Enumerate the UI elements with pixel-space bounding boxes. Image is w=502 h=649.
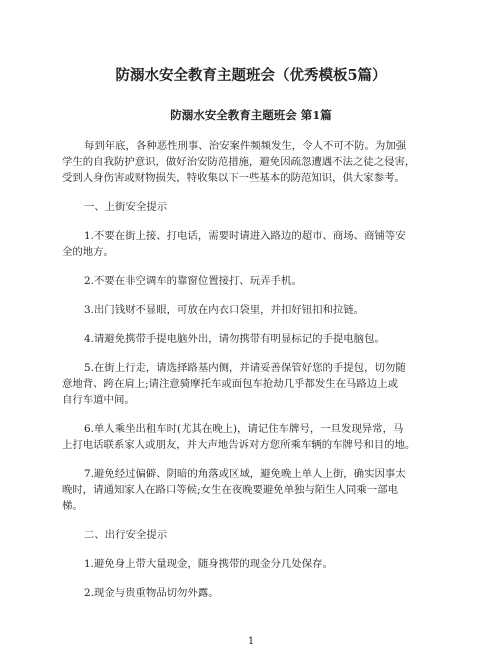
page-number: 1 <box>247 636 255 647</box>
text-line: 3.出门钱财不显眼，可放在内衣口袋里，并扣好钮扣和拉链。 <box>84 304 365 316</box>
text-line: 5.在街上行走，请选择路基内侧，并请妥善保管好您的手提包，切勿随 <box>84 362 406 374</box>
text-line: 意地背、跨在肩上;请注意骑摩托车或面包车抢劫几乎都发生在马路边上或 <box>62 378 398 390</box>
text-line: 梯。 <box>62 500 83 512</box>
text-line: 一、上街安全提示 <box>84 201 168 213</box>
list-item <box>62 228 446 260</box>
text-line: 2.现金与贵重物品切勿外露。 <box>84 587 219 599</box>
text-line: 每到年底，各种恶性刑事、治安案件频频发生，令人不可不防。为加强 <box>84 140 407 152</box>
section-heading: 防溺水安全教育主题班会 第1篇 <box>170 108 332 122</box>
text-line: 受到人身伤害或财物损失，特收集以下一些基本的防范知识，供大家参考。 <box>62 172 405 184</box>
text-line: 晚时，请通知家人在路口等候;女生在夜晚要避免单独与陌生人同乘一部电 <box>62 484 398 496</box>
list-item <box>62 421 446 453</box>
list-item <box>62 273 446 289</box>
text-line: 学生的自我防护意识，做好治安防范措施，避免因疏忽遭遇不法之徒之侵害， <box>62 156 416 168</box>
text-line: 二、出行安全提示 <box>84 529 168 541</box>
document-body <box>62 138 446 601</box>
list-item <box>62 585 446 601</box>
text-line: 4.请避免携带手提电脑外出，请勿携带有明显标记的手提电脑包。 <box>84 333 385 345</box>
text-line: 7.避免经过偏僻、阴暗的角落或区域，避免晚上单人上街，确实因事太 <box>84 468 406 480</box>
section-heading-travel <box>62 527 446 543</box>
list-item <box>62 331 446 347</box>
text-line: 2.不要在非空调车的靠窗位置接打、玩弄手机。 <box>84 275 302 287</box>
text-line: 1.避免身上带大量现金，随身携带的现金分几处保存。 <box>84 558 333 570</box>
list-item <box>62 466 446 514</box>
section-heading-street <box>62 199 446 215</box>
paragraph-intro <box>62 138 446 186</box>
list-item <box>62 556 446 572</box>
text-line: 上打电话联系家人或朋友，并大声地告诉对方您所乘车辆的车牌号和目的地。 <box>62 439 416 451</box>
document-title: 防溺水安全教育主题班会（优秀模板5篇） <box>115 67 387 84</box>
text-line: 1.不要在街上接、打电话，需要时请进入路边的超市、商场、商铺等安 <box>84 230 406 242</box>
list-item <box>62 360 446 408</box>
text-line: 全的地方。 <box>62 246 114 258</box>
list-item <box>62 302 446 318</box>
text-line: 自行车道中间。 <box>62 394 135 406</box>
text-line: 6.单人乘坐出租车时(尤其在晚上)，请记住车牌号，一旦发现异常，马 <box>84 423 404 435</box>
